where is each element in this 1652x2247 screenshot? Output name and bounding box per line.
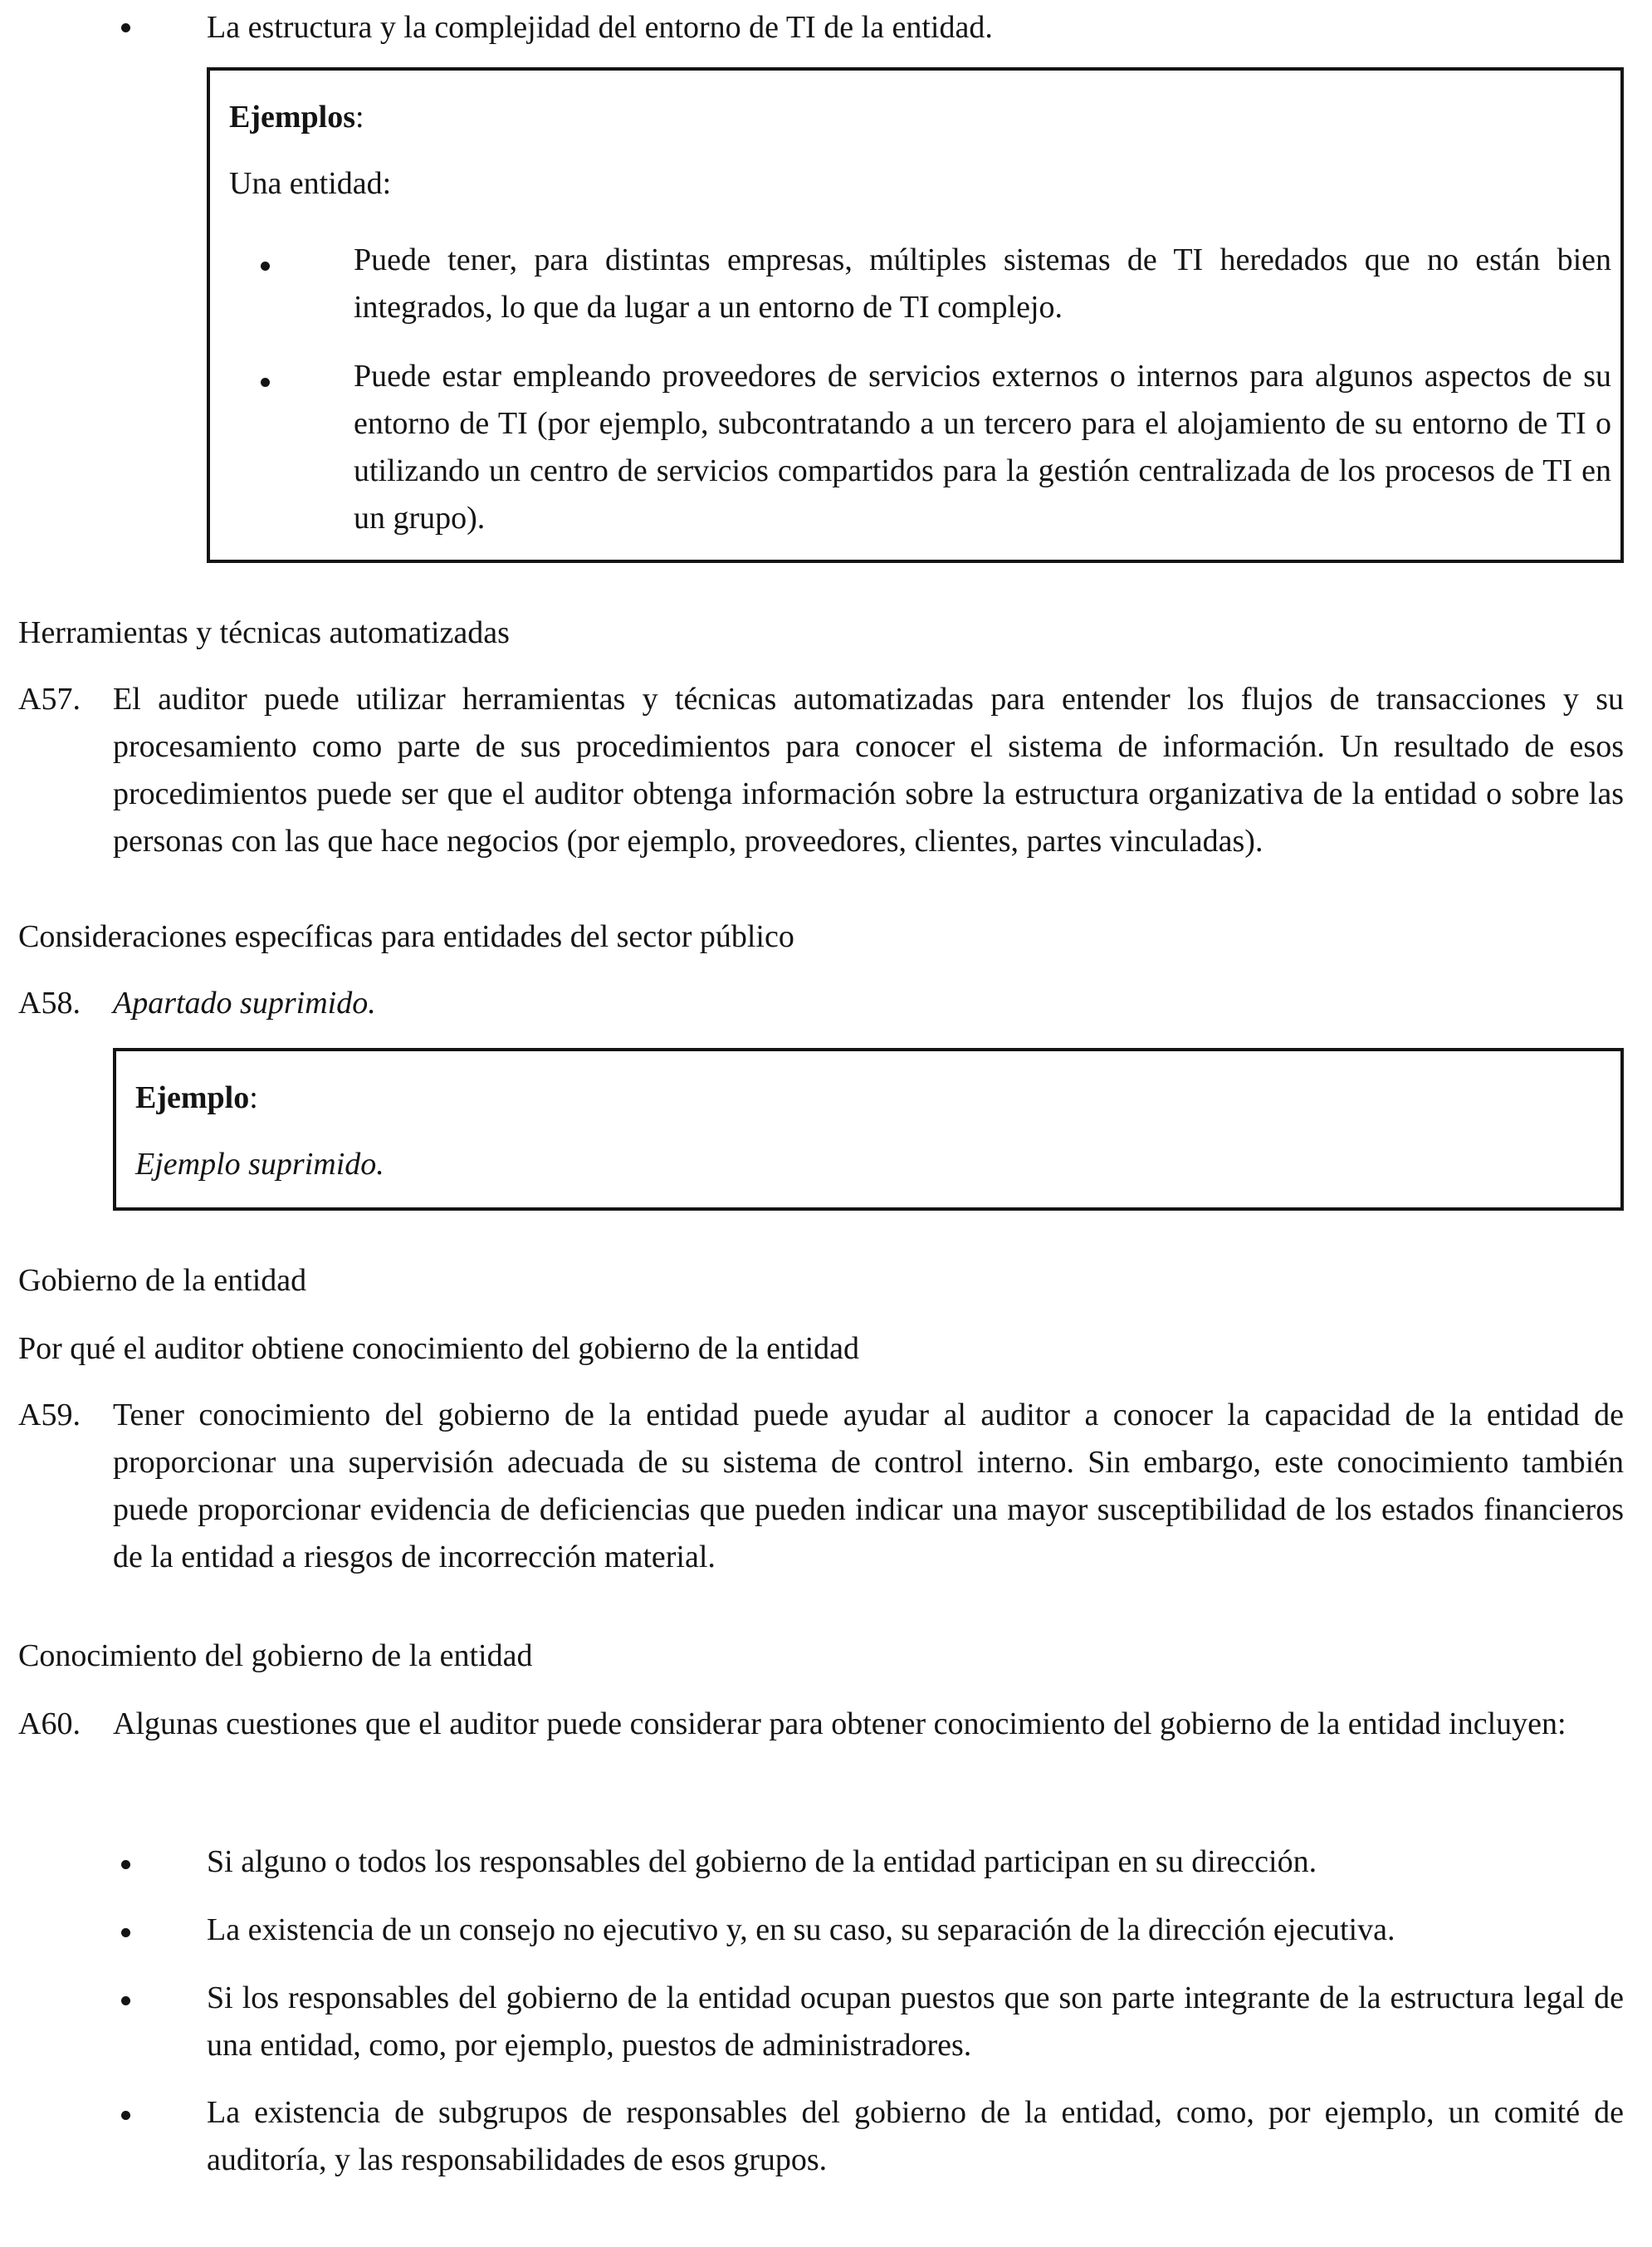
examples-bullet-2: Puede estar empleando proveedores de servicios externos o internos para algunos aspectos de su entorno de TI (por ejemplo, subcontratando a un tercero para el alojamiento de su entorno de TI o utilizando un centro de servicios compartidos para la gestión centralizada de los procesos de TI en un grupo). <box>354 359 1611 536</box>
example-text-italic: Ejemplo suprimido. <box>135 1147 384 1182</box>
bullet-icon <box>121 1928 130 1937</box>
paragraph-a58 <box>113 980 376 1027</box>
paragraph-label-a58: A58. <box>18 986 81 1021</box>
heading-tools: Herramientas y técnicas automatizadas <box>18 615 510 650</box>
examples-title-bold: Ejemplos <box>229 100 355 135</box>
paragraph-a57: El auditor puede utilizar herramientas y técnicas automatizadas para entender los flujos de transacciones y su procesamiento como parte de sus procedimientos para conocer el sistema de información. Un resultado de esos procedimientos puede ser que el auditor obtenga información sobre la estructura organizativa de la entidad o sobre las personas con las que hace negocios (por ejemplo, proveedores, clientes, partes vinculadas). <box>113 682 1624 859</box>
bullet-icon <box>121 1860 130 1869</box>
paragraph-a58-italic: Apartado suprimido. <box>113 986 376 1021</box>
examples-title <box>229 94 364 141</box>
example-box <box>113 1048 1624 1211</box>
top-bullet-text: La estructura y la complejidad del entorno de TI de la entidad. <box>207 10 993 45</box>
examples-title-colon: : <box>355 100 364 135</box>
example-text <box>135 1141 384 1188</box>
heading-knowledge: Conocimiento del gobierno de la entidad <box>18 1638 533 1673</box>
example-title-colon: : <box>249 1080 258 1115</box>
bullet-icon <box>261 378 270 387</box>
bullet-icon <box>121 1996 130 2005</box>
examples-intro: Una entidad: <box>229 166 392 201</box>
heading-why: Por qué el auditor obtiene conocimiento del gobierno de la entidad <box>18 1331 860 1366</box>
examples-bullet-1: Puede tener, para distintas empresas, múltiples sistemas de TI heredados que no están bien integrados, lo que da lugar a un entorno de TI complejo. <box>354 242 1611 325</box>
a60-bullet-1: Si alguno o todos los responsables del gobierno de la entidad participan en su dirección. <box>207 1844 1317 1879</box>
bullet-icon <box>121 23 130 32</box>
paragraph-label-a60: A60. <box>18 1706 81 1741</box>
paragraph-a60: Algunas cuestiones que el auditor puede considerar para obtener conocimiento del gobierno de la entidad incluyen: <box>113 1706 1566 1741</box>
bullet-icon <box>261 262 270 271</box>
paragraph-label-a57: A57. <box>18 682 81 717</box>
heading-governance: Gobierno de la entidad <box>18 1263 307 1298</box>
heading-public-sector: Consideraciones específicas para entidades del sector público <box>18 919 794 954</box>
a60-bullet-2: La existencia de un consejo no ejecutivo y, en su caso, su separación de la dirección ejecutiva. <box>207 1912 1395 1947</box>
a60-bullet-3: Si los responsables del gobierno de la entidad ocupan puestos que son parte integrante de la estructura legal de una entidad, como, por ejemplo, puestos de administradores. <box>207 1980 1624 2063</box>
example-title <box>135 1075 258 1122</box>
example-title-bold: Ejemplo <box>135 1080 250 1115</box>
examples-box <box>207 67 1624 563</box>
bullet-icon <box>121 2111 130 2120</box>
paragraph-a59: Tener conocimiento del gobierno de la entidad puede ayudar al auditor a conocer la capacidad de la entidad de proporcionar una supervisión adecuada de su sistema de control interno. Sin embargo, este conocimiento también puede proporcionar evidencia de deficiencias que pueden indicar una mayor susceptibilidad de los estados financieros de la entidad a riesgos de incorrección material. <box>113 1398 1624 1574</box>
a60-bullet-4: La existencia de subgrupos de responsables del gobierno de la entidad, como, por ejemplo, un comité de auditoría, y las responsabilidades de esos grupos. <box>207 2095 1624 2177</box>
paragraph-label-a59: A59. <box>18 1398 81 1432</box>
